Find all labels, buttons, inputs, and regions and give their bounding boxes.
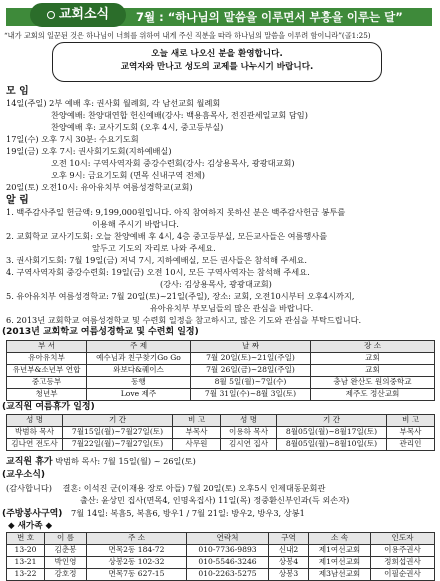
table-cell: 유년부&소년부 연합 — [7, 365, 87, 377]
table-row — [7, 353, 435, 365]
notice-line: 6. 2013년 교회학교 여름성경학교 및 수련회 일정을 참고하시고, 많은 기도와 관심을 부탁드립니다. — [6, 315, 362, 325]
table-cell: 7월 31일(수)~8월 3일(토) — [191, 389, 311, 401]
column-header: 소 속 — [309, 533, 371, 545]
table-row — [7, 377, 435, 389]
column-header: 번 호 — [7, 533, 45, 545]
table-cell: Love 제주 — [87, 389, 191, 401]
table-cell: 부목사 — [173, 427, 221, 439]
table-row — [7, 569, 435, 581]
table-row — [7, 389, 435, 401]
table-cell: 유아유치부 — [7, 353, 87, 365]
wedding-note: 결혼: 이석진 군(이재용 장로 아들) 7월 20일(토) 오후5시 인제대동문회관 — [62, 483, 326, 493]
table-cell: 이용주권사 — [371, 545, 435, 557]
vacation-title: (교직원 여름휴가 일정) — [2, 402, 95, 412]
thanks-label: (감사합니다) — [6, 483, 52, 493]
notice-line: 앞두고 기도의 자리로 나와 주세요. — [92, 243, 216, 253]
table-cell: 신내2 — [269, 545, 309, 557]
table-cell: 8월 5일(월)~7일(수) — [191, 377, 311, 389]
monthly-theme: 7월 : “하나님의 말씀을 이루면서 부흥을 이루는 달” — [136, 10, 403, 24]
table-cell: 7월22일(월)~7월27일(토) — [63, 439, 173, 451]
church-news-banner — [6, 3, 432, 29]
column-header: 성 명 — [221, 415, 277, 427]
table-cell: 제주도 정산교회 — [311, 389, 435, 401]
table-cell: 상봉3 — [269, 569, 309, 581]
kitchen-service-title: (주방봉사구역) — [2, 509, 63, 519]
column-header: 기 간 — [277, 415, 387, 427]
table-cell: 8월05일(월)~8월17일(토) — [277, 427, 387, 439]
table-row — [7, 365, 435, 377]
staff-vacation-label: 교직원 휴가 — [6, 457, 53, 467]
table-cell: 사무원 — [173, 439, 221, 451]
table-cell: 7월15일(월)~7월27일(토) — [63, 427, 173, 439]
new-family-table — [6, 532, 435, 581]
table-cell: 010-7736-9893 — [187, 545, 269, 557]
notice-line: 3. 권사회기도회: 7월 19일(금) 저녁 7시, 지하예배실, 모든 권사들은 참석해 주세요. — [6, 255, 307, 265]
table-cell: 13-21 — [7, 557, 45, 569]
gathering-line: 19일(금) 오후 7시: 권사회기도회(지하예배실) — [6, 146, 172, 156]
table-cell: 7월 26일(금)~28일(주일) — [191, 365, 311, 377]
kitchen-service-line — [2, 508, 305, 521]
section-tag — [30, 3, 126, 27]
table-cell: 교회 — [311, 365, 435, 377]
column-header: 기 간 — [63, 415, 173, 427]
notice-line: 이용해 주시기 바랍니다. — [92, 219, 179, 229]
table-header-row — [7, 341, 435, 353]
table-cell: 8월05일(월)~8월10일(토) — [277, 439, 387, 451]
notice-line: 1. 백주감사주일 헌금액: 9,199,000원입니다. 아직 참여하지 못하신 분은 백주감사헌금 봉투를 — [6, 207, 346, 217]
notice-line: 5. 유아유치부 여름성경학교: 7월 20일(토)~21일(주일), 장소: 교회, 오전10시부터 오후4시까지, — [6, 291, 355, 301]
table-cell: 박범하 목사 — [7, 427, 63, 439]
gathering-line: 오전 10시: 구역사역자회 중강수련회(강사: 김상용목사, 광광대교회) — [51, 158, 295, 168]
table-header-row — [7, 415, 435, 427]
table-cell: 충남 완산도 원의중학교 — [311, 377, 435, 389]
table-cell: 와보다&퀘이스 — [87, 365, 191, 377]
table-cell: 상봉4 — [269, 557, 309, 569]
table-cell: 7월 20일(토)~21일(주일) — [191, 353, 311, 365]
column-header: 비 고 — [387, 415, 435, 427]
table-cell: 관리인 — [387, 439, 435, 451]
notice-line: 유아유치부 부모님들의 많은 관심을 바랍니다. — [150, 303, 314, 313]
table-cell: 강호정 — [45, 569, 87, 581]
table-cell: 면목2동 184-72 — [87, 545, 187, 557]
gathering-line: 찬양예배 후: 교사기도회 (오후 4시, 중고등부실) — [51, 122, 224, 132]
gathering-line: 17일(수) 오후 7시 30분: 수요기도회 — [6, 134, 139, 144]
table-cell: 중고등부 — [7, 377, 87, 389]
table-cell: 김춘봉 — [45, 545, 87, 557]
table-cell: 제1여선교회 — [309, 545, 371, 557]
column-header: 날 짜 — [191, 341, 311, 353]
welcome-line-1: 오늘 새로 나오신 분을 환영합니다. — [151, 49, 283, 59]
staff-vacation-text: 박범하 목사: 7월 15일(월) ~ 26일(토) — [55, 456, 196, 466]
table-row — [7, 427, 435, 439]
summer-schedule-title: (2013년 교회학교 여름성경학교 및 수련회 일정) — [2, 327, 199, 337]
column-header: 인도자 — [371, 533, 435, 545]
table-cell: 면목7동 627-15 — [87, 569, 187, 581]
notice-line: 4. 구역사역자회 중강수련회: 19일(금) 오전 10시, 모든 구역사역자는 참석해 주세요. — [6, 267, 310, 277]
staff-vacation-line — [6, 456, 196, 469]
table-cell: 청년부 — [7, 389, 87, 401]
vacation-table — [6, 414, 435, 451]
column-header: 장 소 — [311, 341, 435, 353]
family-news-title: (교우소식) — [2, 470, 46, 480]
table-cell: 이용하 목사 — [221, 427, 277, 439]
table-row — [7, 557, 435, 569]
notice-line: 2. 교회학교 교사기도회: 오늘 찬양예배 후 4시, 4층 중고등부실, 모든교사들은 여름행사를 — [6, 231, 328, 241]
table-header-row — [7, 533, 435, 545]
column-header: 부 서 — [7, 341, 87, 353]
table-cell: 예수님과 친구찾기Go Go — [87, 353, 191, 365]
table-cell: 제3남선교회 — [309, 569, 371, 581]
table-cell: 김시연 집사 — [221, 439, 277, 451]
summer-schedule-table — [6, 340, 435, 401]
new-family-title: ◆ 새가족 ◆ — [8, 521, 53, 531]
circle-icon — [47, 11, 55, 19]
gathering-line: 20일(토) 오전10시: 유아유치부 여름성경학교(교회) — [6, 182, 193, 192]
kitchen-service-text: 7월 14일: 복흠5, 복흠6, 방우1 / 7월 21일: 방우2, 방우3, 상봉1 — [71, 508, 305, 518]
table-cell: 상봉2동 102-32 — [87, 557, 187, 569]
notice-line: (강사: 김상용목사, 광광대교회) — [160, 279, 272, 289]
table-cell: 제1여선교회 — [309, 557, 371, 569]
welcome-line-2: 교역자와 만나고 성도의 교제를 나누시기 바랍니다. — [120, 62, 314, 72]
table-cell: 박인영 — [45, 557, 87, 569]
table-cell: 이필순권사 — [371, 569, 435, 581]
table-cell: 010-2263-5275 — [187, 569, 269, 581]
table-cell: 동행 — [87, 377, 191, 389]
column-header: 주 제 — [87, 341, 191, 353]
family-news-line — [6, 483, 325, 494]
column-header: 이 름 — [45, 533, 87, 545]
column-header: 비 고 — [173, 415, 221, 427]
table-cell: 13-22 — [7, 569, 45, 581]
table-cell: 정희섭권사 — [371, 557, 435, 569]
column-header: 성 명 — [7, 415, 63, 427]
gathering-line: 찬양예배: 찬양대연합 헌신예배(강사: 백용흠목사, 전진관세일교회 담임) — [51, 110, 308, 120]
gatherings-title: 모 임 — [6, 86, 29, 97]
table-cell: 부목사 — [387, 427, 435, 439]
column-header: 주 소 — [87, 533, 187, 545]
scripture-verse: “내가 교회의 일꾼된 것은 하나님이 너희를 위하여 내게 주신 직분을 따라 하나님의 말씀을 이루려 함이니라”(골1:25) — [4, 31, 371, 40]
birth-note: 출산: 윤상민 집사(면목4, 인명옥집사) 11일(목) 정중환신부인과(득 외손자) — [80, 495, 350, 505]
welcome-box — [52, 42, 382, 82]
column-header: 구역 — [269, 533, 309, 545]
table-cell: 김나연 전도사 — [7, 439, 63, 451]
table-cell: 13-20 — [7, 545, 45, 557]
table-row — [7, 439, 435, 451]
table-cell: 010-5546-3246 — [187, 557, 269, 569]
notices-title: 알 림 — [6, 195, 29, 206]
table-row — [7, 545, 435, 557]
section-tag-label: 교회소식 — [58, 7, 110, 23]
table-cell: 교회 — [311, 353, 435, 365]
gathering-line: 오후 9시: 금요기도회 (면목 신내구역 전체) — [51, 170, 205, 180]
column-header: 연락처 — [187, 533, 269, 545]
gathering-line: 14일(주일) 2부 예배 후: 권사회 월례회, 각 남선교회 월례회 — [6, 98, 221, 108]
